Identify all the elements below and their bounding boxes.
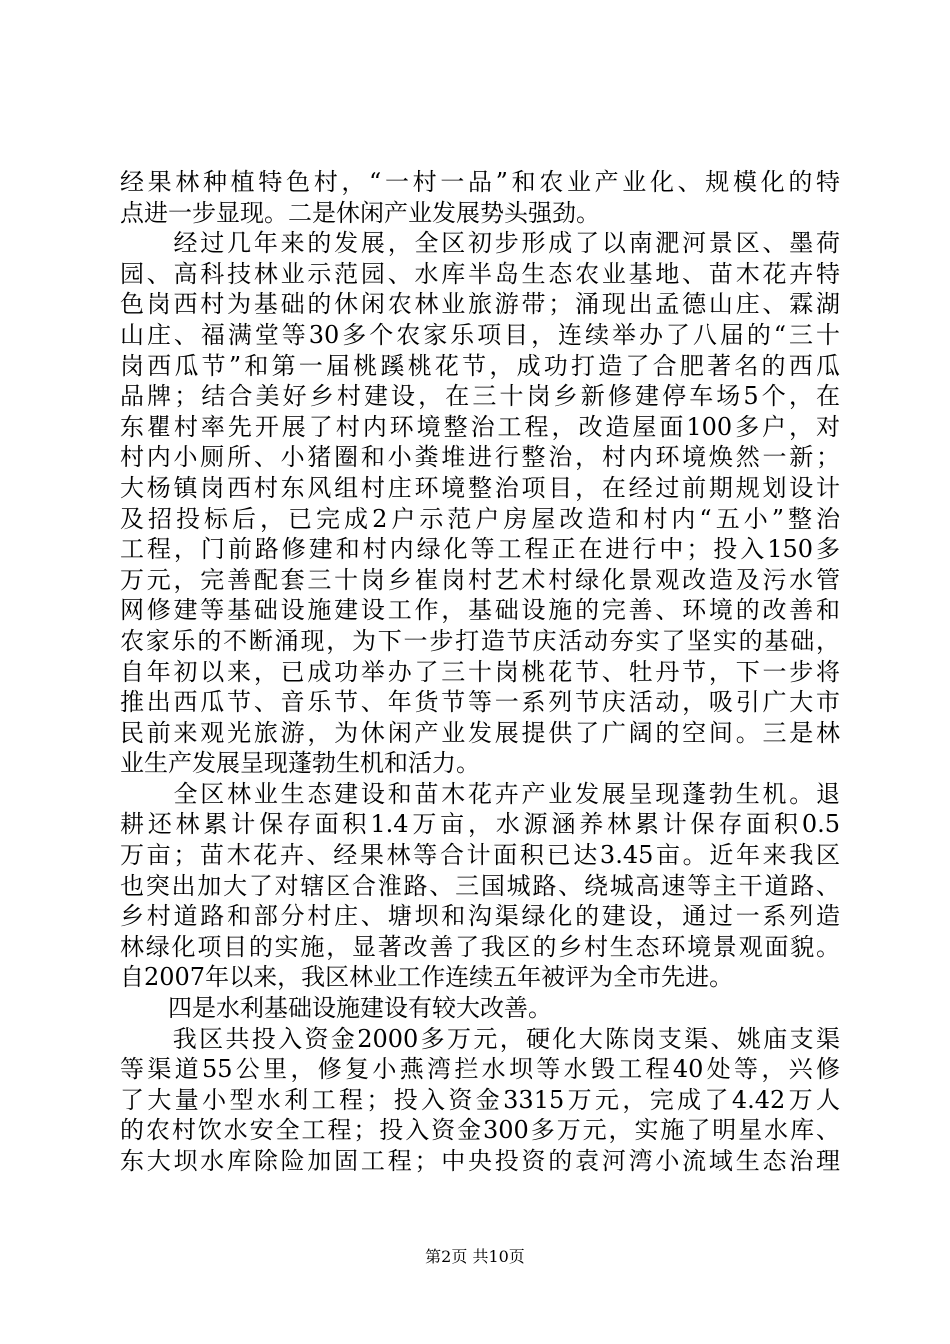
text-line: 及招投标后，已完成2户示范户房屋改造和村内“五小”整治 bbox=[120, 504, 840, 533]
text-line: 东瞿村率先开展了村内环境整治工程，改造屋面100多户，对 bbox=[120, 412, 840, 441]
text-line: 岗西瓜节”和第一届桃蹊桃花节，成功打造了合肥著名的西瓜 bbox=[120, 351, 840, 380]
text-line: 我区共投入资金2000多万元，硬化大陈岗支渠、姚庙支渠 bbox=[120, 1024, 840, 1053]
text-line: 品牌；结合美好乡村建设，在三十岗乡新修建停车场5个，在 bbox=[120, 382, 840, 411]
text-line: 自2007年以来，我区林业工作连续五年被评为全市先进。 bbox=[120, 963, 734, 992]
text-line: 万亩；苗木花卉、经果林等合计面积已达3.45亩。近年来我区 bbox=[120, 841, 840, 870]
text-line: 推出西瓜节、音乐节、年货节等一系列节庆活动，吸引广大市 bbox=[120, 688, 840, 717]
text-line: 林绿化项目的实施，显著改善了我区的乡村生态环境景观面貌。 bbox=[120, 932, 840, 961]
text-line: 点进一步显现。二是休闲产业发展势头强劲。 bbox=[120, 198, 600, 227]
text-line: 耕还林累计保存面积1.4万亩，水源涵养林累计保存面积0.5 bbox=[120, 810, 840, 839]
text-line: 东大坝水库除险加固工程；中央投资的袁河湾小流域生态治理 bbox=[120, 1147, 840, 1175]
text-line: 自年初以来，已成功举办了三十岗桃花节、牡丹节，下一步将 bbox=[120, 657, 840, 686]
body-text bbox=[120, 167, 840, 1177]
text-line: 经过几年来的发展，全区初步形成了以南淝河景区、墨荷 bbox=[120, 229, 840, 258]
text-line: 了大量小型水利工程；投入资金3315万元，完成了4.42万人 bbox=[120, 1085, 840, 1114]
text-line: 万元，完善配套三十岗乡崔岗村艺术村绿化景观改造及污水管 bbox=[120, 565, 840, 594]
text-line: 等渠道55公里，修复小燕湾拦水坝等水毁工程40处等，兴修 bbox=[120, 1055, 840, 1084]
text-line: 山庄、福满堂等30多个农家乐项目，连续举办了八届的“三十 bbox=[120, 320, 840, 349]
text-line: 全区林业生态建设和苗木花卉产业发展呈现蓬勃生机。退 bbox=[120, 779, 840, 808]
text-line: 民前来观光旅游，为休闲产业发展提供了广阔的空间。三是林 bbox=[120, 718, 840, 747]
text-line: 村内小厕所、小猪圈和小粪堆进行整治，村内环境焕然一新； bbox=[120, 443, 840, 472]
text-line: 大杨镇岗西村东风组村庄环境整治项目，在经过前期规划设计 bbox=[120, 473, 840, 502]
text-line: 网修建等基础设施建设工作，基础设施的完善、环境的改善和 bbox=[120, 596, 840, 625]
text-line: 乡村道路和部分村庄、塘坝和沟渠绿化的建设，通过一系列造 bbox=[120, 902, 840, 931]
text-line: 也突出加大了对辖区合淮路、三国城路、绕城高速等主干道路、 bbox=[120, 871, 840, 900]
text-line: 经果林种植特色村，“一村一品”和农业产业化、规模化的特 bbox=[120, 168, 840, 196]
text-line: 业生产发展呈现蓬勃生机和活力。 bbox=[120, 749, 480, 778]
text-line: 工程，门前路修建和村内绿化等工程正在进行中；投入150多 bbox=[120, 535, 840, 564]
page-number-footer: 第2页 共10页 bbox=[425, 1247, 525, 1266]
text-line: 色岗西村为基础的休闲农林业旅游带；涌现出孟德山庄、霖湖 bbox=[120, 290, 840, 319]
text-line: 四是水利基础设施建设有较大改善。 bbox=[120, 994, 552, 1023]
text-line: 的农村饮水安全工程；投入资金300多万元，实施了明星水库、 bbox=[120, 1116, 840, 1145]
text-line: 园、高科技林业示范园、水库半岛生态农业基地、苗木花卉特 bbox=[120, 259, 840, 288]
text-line: 农家乐的不断涌现，为下一步打造节庆活动夯实了坚实的基础， bbox=[120, 626, 840, 655]
